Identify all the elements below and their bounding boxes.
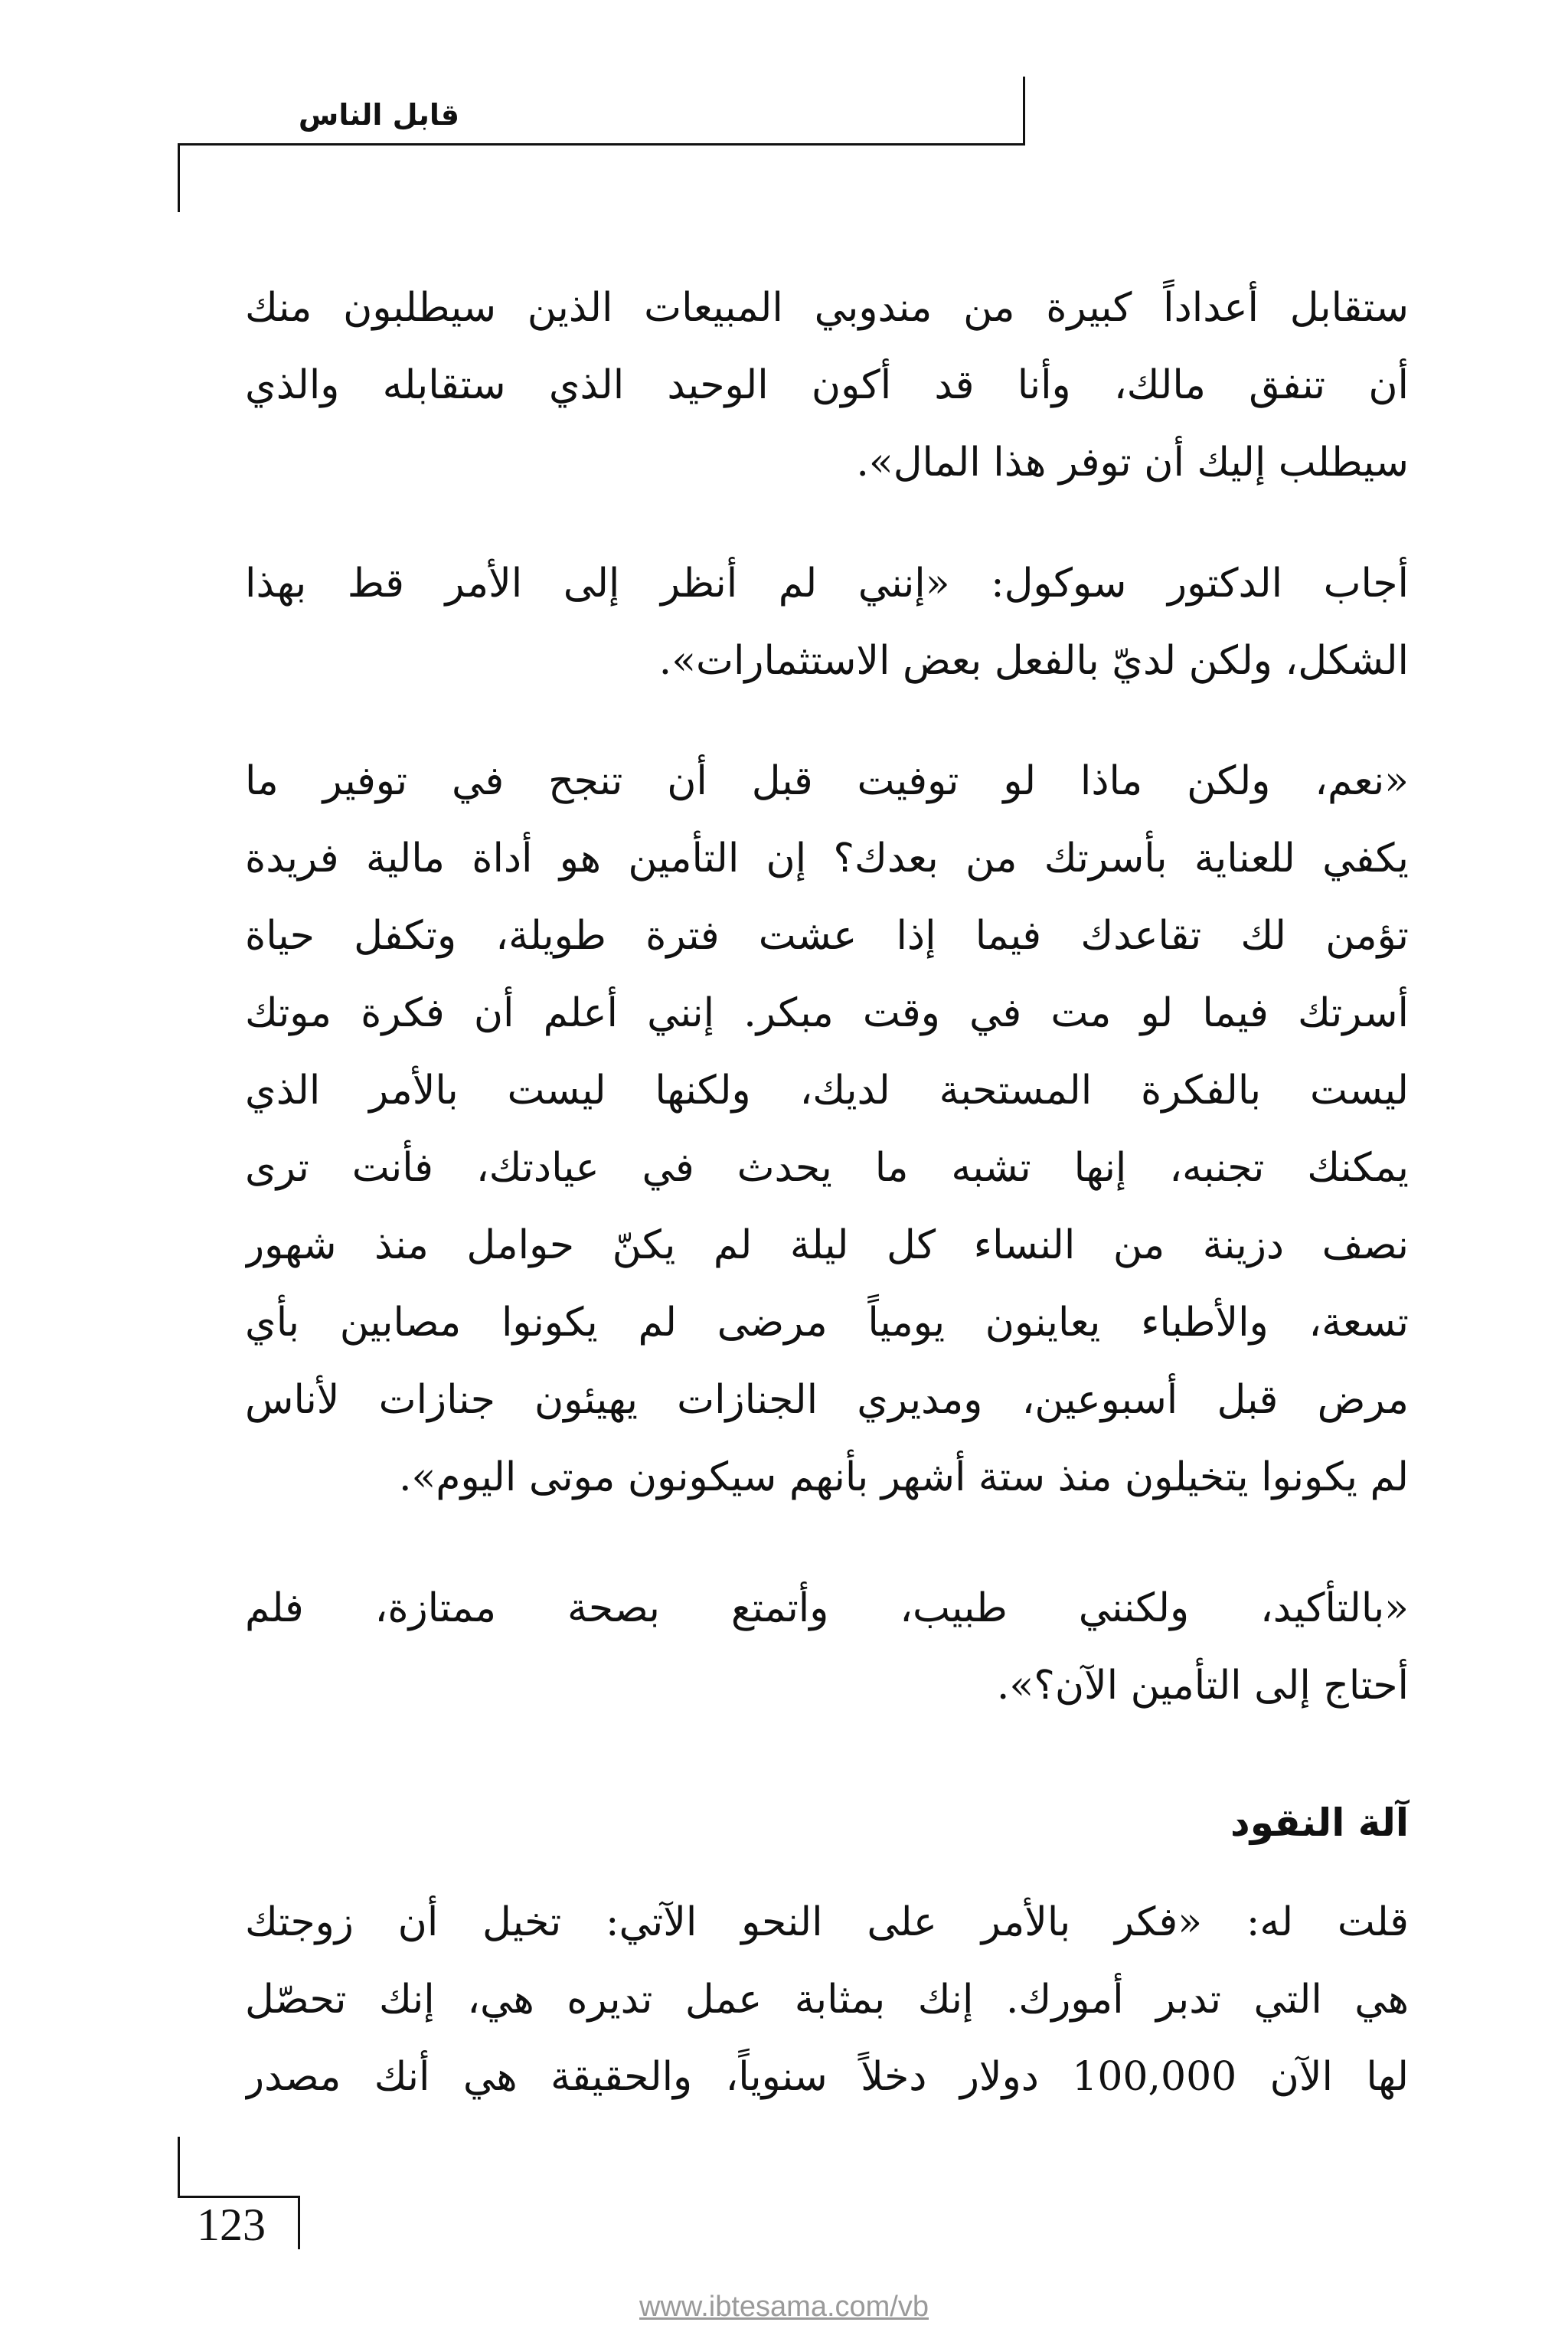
paragraph-line: قلت له: «فكر بالأمر على النحو الآتي: تخيل أن زوجتك	[245, 1899, 1409, 1945]
page-number: 123	[197, 2200, 266, 2250]
header-rule-horizontal	[178, 143, 1025, 146]
watermark-link[interactable]: www.ibtesama.com/vb	[639, 2291, 929, 2323]
paragraph-3	[245, 743, 1409, 1516]
footer-rule-vertical-left	[178, 2137, 180, 2198]
paragraph-line: نصف دزينة من النساء كل ليلة لم يكنّ حوامل منذ شهور	[245, 1222, 1409, 1268]
paragraph-line: تسعة، والأطباء يعاينون يومياً مرضى لم يكونوا مصابين بأي	[245, 1300, 1409, 1346]
paragraph-4	[245, 1570, 1409, 1725]
paragraph-line: تؤمن لك تقاعدك فيما إذا عشت فترة طويلة، وتكفل حياة	[245, 913, 1409, 959]
paragraph-line: «نعم، ولكن ماذا لو توفيت قبل أن تنجح في توفير ما	[245, 758, 1409, 804]
paragraph-line: يكفي للعناية بأسرتك من بعدك؟ إن التأمين هو أداة مالية فريدة	[245, 836, 1409, 881]
header-rule-vertical-right	[1023, 77, 1025, 146]
section-heading: آلة النقود	[1230, 1801, 1409, 1845]
paragraph-line: مرض قبل أسبوعين، ومديري الجنازات يهيئون جنازات لأناس	[245, 1377, 1409, 1423]
paragraph-line: أجاب الدكتور سوكول: «إنني لم أنظر إلى الأمر قط بهذا	[245, 561, 1409, 607]
paragraph-line: لم يكونوا يتخيلون منذ ستة أشهر بأنهم سيكونون موتى اليوم».	[398, 1454, 1409, 1500]
paragraph-line: سيطلب إليك أن توفر هذا المال».	[856, 440, 1409, 486]
paragraph-line: أن تنفق مالك، وأنا قد أكون الوحيد الذي ستقابله والذي	[245, 362, 1409, 408]
footer-rule-vertical-right	[298, 2196, 300, 2249]
paragraph-line: أحتاج إلى التأمين الآن؟».	[996, 1663, 1409, 1709]
paragraph-line: «بالتأكيد، ولكنني طبيب، وأتمتع بصحة ممتازة، فلم	[245, 1585, 1409, 1631]
paragraph-line: ليست بالفكرة المستحبة لديك، ولكنها ليست بالأمر الذي	[245, 1068, 1409, 1114]
paragraph-line: لها الآن 100,000 دولار دخلاً سنوياً، والحقيقة هي أنك مصدر	[245, 2054, 1409, 2100]
paragraph-line: أسرتك فيما لو مت في وقت مبكر. إنني أعلم أن فكرة موتك	[245, 990, 1409, 1036]
running-header-title: قابل الناس	[298, 98, 459, 132]
paragraph-line: يمكنك تجنبه، إنها تشبه ما يحدث في عيادتك، فأنت ترى	[245, 1145, 1409, 1191]
paragraph-line: هي التي تدبر أمورك. إنك بمثابة عمل تديره هي، إنك تحصّل	[245, 1977, 1409, 2023]
section-paragraph	[245, 1884, 1409, 2116]
paragraph-1	[245, 270, 1409, 502]
paragraph-2	[245, 545, 1409, 700]
header-rule-vertical-left	[178, 143, 180, 212]
paragraph-line: الشكل، ولكن لديّ بالفعل بعض الاستثمارات».	[658, 638, 1409, 684]
paragraph-line: ستقابل أعداداً كبيرة من مندوبي المبيعات الذين سيطلبون منك	[245, 285, 1409, 331]
